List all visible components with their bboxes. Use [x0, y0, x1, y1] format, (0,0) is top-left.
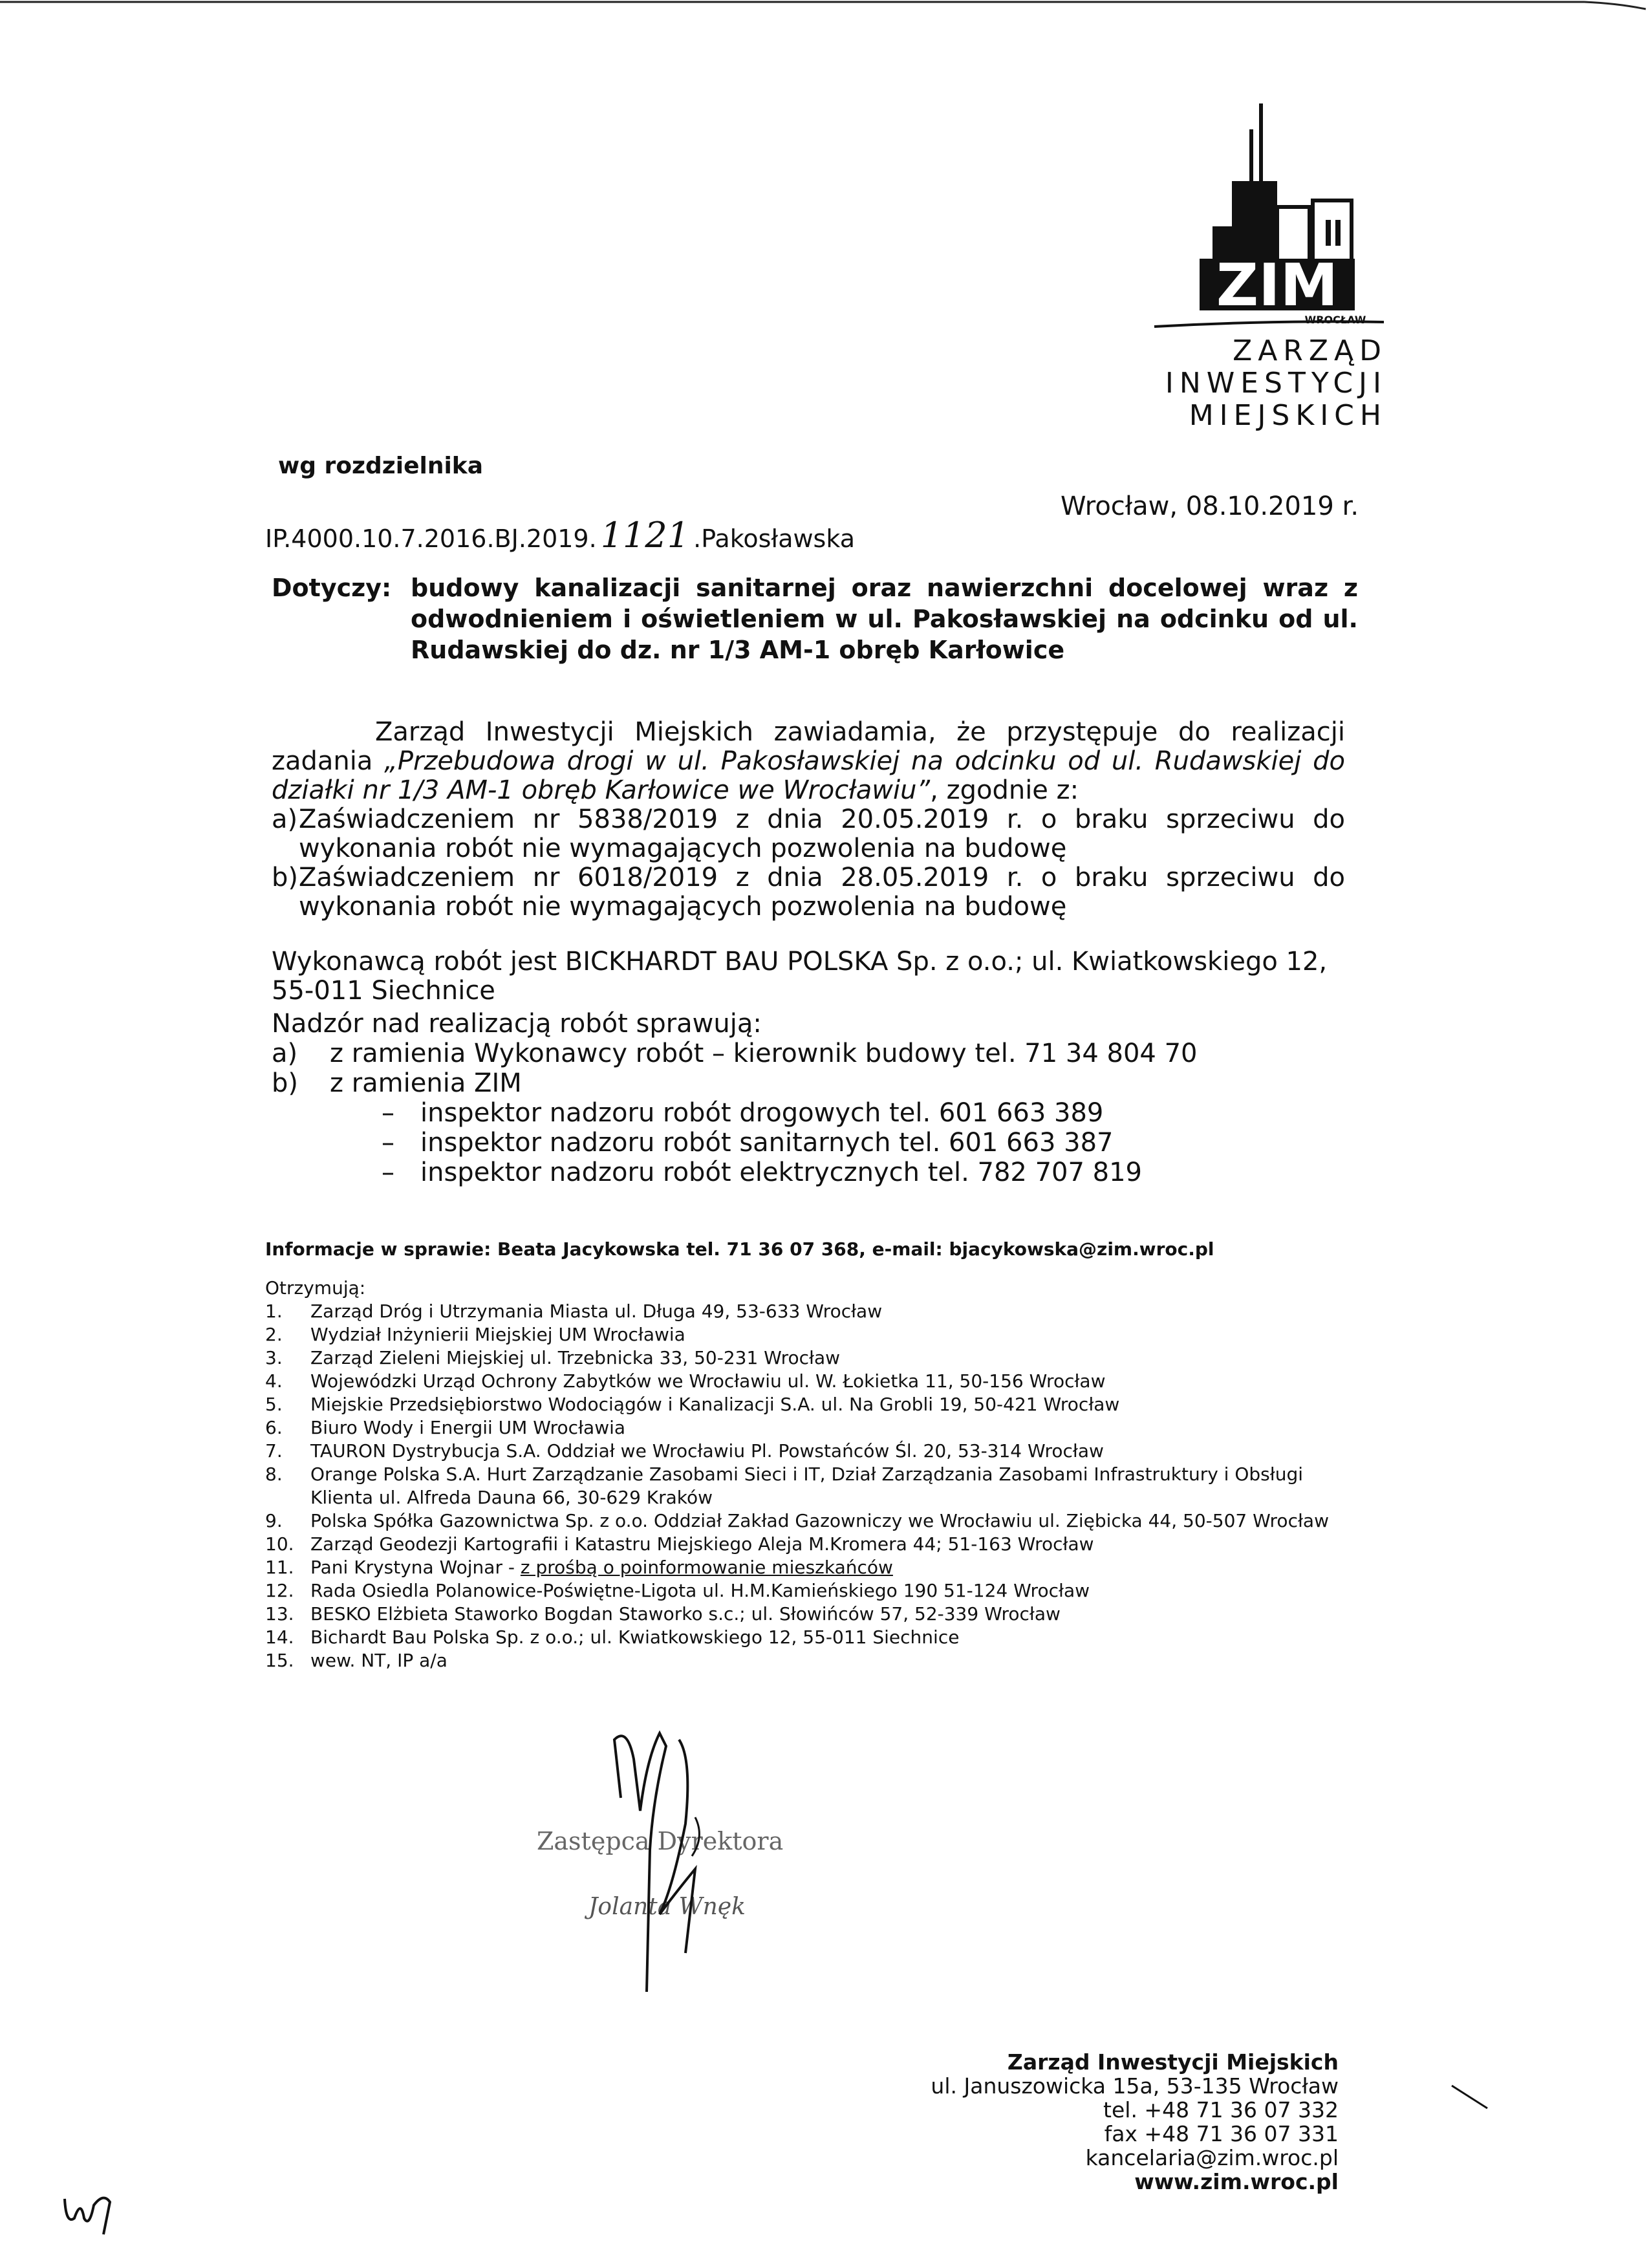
reference-prefix: IP.4000.10.7.2016.BJ.2019. — [265, 524, 597, 553]
reference-handwritten-number: 1121 — [600, 515, 690, 556]
inspector-item: – inspektor nadzoru robót drogowych tel. 601 663 389 — [382, 1098, 1104, 1128]
list-item: 2. Wydział Inżynierii Miejskiej UM Wrocławia — [265, 1324, 685, 1345]
intro-tail: , zgodnie z: — [930, 775, 1079, 805]
list-item-letter: b) — [272, 1068, 298, 1098]
svg-text:ZIM: ZIM — [1216, 252, 1339, 319]
list-item: 12. Rada Osiedla Polanowice-Poświętne-Ligota ul. H.M.Kamieńskiego 190 51-124 Wrocław — [265, 1580, 1090, 1601]
intro-lead: Zarząd Inwestycji Miejskich zawiadamia, że przystępuje do realizacji zadania — [272, 717, 1345, 776]
list-item: 9. Polska Spółka Gazownictwa Sp. z o.o. Oddział Zakład Gazowniczy we Wrocławiu ul. Ziębicka 44, 50-507 Wrocław — [265, 1510, 1329, 1531]
supervision-b-text: z ramienia ZIM — [330, 1068, 522, 1098]
supervision-item-a — [272, 1039, 1345, 1068]
reference-suffix: .Pakosławska — [693, 524, 855, 553]
subject — [272, 572, 1358, 664]
subject-text: budowy kanalizacji sanitarnej oraz nawierzchni docelowej wraz z odwodnieniem i oświetleniem w ul. Pakosławskiej na odcinku od ul. Rudawskiej do dz. nr 1/3 AM-1 obręb Karłowice — [411, 574, 1358, 664]
recipient-note: z prośbą o poinformowanie mieszkańców — [520, 1557, 893, 1578]
intro-paragraph — [272, 718, 1345, 805]
recipients-list — [265, 1300, 1358, 1672]
permit-list — [272, 805, 1345, 922]
list-item — [272, 805, 1345, 863]
inspector-text: inspektor nadzoru robót elektrycznych tel. 782 707 819 — [420, 1158, 1142, 1187]
footer-fax: fax +48 71 36 07 331 — [1104, 2121, 1339, 2146]
list-item-letter: b) — [272, 863, 298, 892]
contact-info: Informacje w sprawie: Beata Jacykowska tel. 71 36 07 368, e-mail: bjacykowska@zim.wroc.pl — [265, 1238, 1214, 1260]
stamp-title: Zastępca Dyrektora — [537, 1827, 784, 1855]
list-item: 4. Wojewódzki Urząd Ochrony Zabytków we Wrocławiu ul. W. Łokietka 11, 50-156 Wrocław — [265, 1370, 1106, 1392]
footer-tel: tel. +48 71 36 07 332 — [1103, 2097, 1339, 2122]
list-item: 6. Biuro Wody i Energii UM Wrocławia — [265, 1417, 626, 1438]
list-item: 8. Orange Polska S.A. Hurt Zarządzanie Zasobami Sieci i IT, Dział Zarządzania Zasobami Infrastruktury i Obsługi Klienta ul. Alfreda Dauna 66, 30-629 Kraków — [265, 1463, 1304, 1508]
logo-name-line2: INWESTYCJI — [1165, 367, 1387, 400]
list-item: 11. Pani Krystyna Wojnar - z prośbą o poinformowanie mieszkańców — [265, 1557, 893, 1578]
contractor-text: Wykonawcą robót jest BICKHARDT BAU POLSKA Sp. z o.o.; ul. Kwiatkowskiego 12, 55-011 Siechnice — [272, 947, 1328, 1006]
scan-top-border — [0, 0, 1649, 10]
list-item-text: Zaświadczeniem nr 5838/2019 z dnia 20.05.2019 r. o braku sprzeciwu do wykonania robót nie wymagających pozwolenia na budowę — [299, 805, 1345, 863]
supervision-a-text: z ramienia Wykonawcy robót – kierownik budowy tel. 71 34 804 70 — [330, 1039, 1198, 1068]
intro-section — [272, 718, 1345, 922]
subject-label: Dotyczy: — [272, 574, 392, 602]
signature-stamp — [530, 1720, 867, 2044]
logo-name-line1: ZARZĄD — [1233, 334, 1387, 367]
list-item: 15. wew. NT, IP a/a — [265, 1650, 447, 1671]
reference-number — [265, 515, 855, 556]
footer-address: ul. Januszowicka 15a, 53-135 Wrocław — [931, 2073, 1339, 2099]
list-item: 14. Bichardt Bau Polska Sp. z o.o.; ul. Kwiatkowskiego 12, 55-011 Siechnice — [265, 1626, 960, 1648]
inspector-item: – inspektor nadzoru robót sanitarnych tel. 601 663 387 — [382, 1128, 1114, 1158]
list-item — [272, 863, 1345, 922]
letter-date: Wrocław, 08.10.2019 r. — [1061, 491, 1359, 521]
list-item: 7. TAURON Dystrybucja S.A. Oddział we Wrocławiu Pl. Powstańców Śl. 20, 53-314 Wrocław — [265, 1440, 1104, 1462]
inspector-text: inspektor nadzoru robót drogowych tel. 601 663 389 — [420, 1098, 1104, 1128]
intro-task: „Przebudowa drogi w ul. Pakosławskiej na odcinku od ul. Rudawskiej do działki nr 1/3 AM-1 obręb Karłowice we Wrocławiu” — [272, 746, 1346, 805]
addressee: wg rozdzielnika — [278, 453, 484, 479]
stamp-name: Jolanta Wnęk — [588, 1894, 746, 1920]
footer-web: www.zim.wroc.pl — [1134, 2169, 1339, 2194]
inspector-text: inspektor nadzoru robót sanitarnych tel. 601 663 387 — [420, 1128, 1114, 1158]
zim-emblem-icon — [1141, 97, 1387, 343]
logo-name-line3: MIEJSKICH — [1189, 399, 1387, 432]
inspector-item: – inspektor nadzoru robót elektrycznych tel. 782 707 819 — [382, 1158, 1142, 1187]
zim-logo — [1141, 97, 1387, 433]
list-item: 3. Zarząd Zieleni Miejskiej ul. Trzebnicka 33, 50-231 Wrocław — [265, 1347, 841, 1368]
footer-org: Zarząd Inwestycji Miejskich — [1007, 2049, 1339, 2075]
corner-mark — [1449, 2082, 1500, 2115]
footer-email: kancelaria@zim.wroc.pl — [1085, 2145, 1339, 2170]
list-item-letter: a) — [272, 1039, 298, 1068]
contractor-info — [272, 947, 1345, 1006]
signature-stroke-1 — [614, 1733, 666, 1992]
recipients-heading: Otrzymują: — [265, 1277, 366, 1299]
handwritten-initial — [58, 2179, 142, 2238]
supervision-heading: Nadzór nad realizacją robót sprawują: — [272, 1009, 762, 1039]
svg-text:WROCŁAW: WROCŁAW — [1304, 314, 1366, 326]
list-item: 10. Zarząd Geodezji Kartografii i Katastru Miejskiego Aleja M.Kromera 44; 51-163 Wrocław — [265, 1533, 1094, 1555]
list-item: 5. Miejskie Przedsiębiorstwo Wodociągów i Kanalizacji S.A. ul. Na Grobli 19, 50-421 Wrocław — [265, 1394, 1120, 1415]
list-item: 1. Zarząd Dróg i Utrzymania Miasta ul. Długa 49, 53-633 Wrocław — [265, 1301, 883, 1322]
list-item-text: Zaświadczeniem nr 6018/2019 z dnia 28.05.2019 r. o braku sprzeciwu do wykonania robót nie wymagających pozwolenia na budowę — [299, 863, 1345, 922]
list-item: 13. BESKO Elżbieta Staworko Bogdan Staworko s.c.; ul. Słowińców 57, 52-339 Wrocław — [265, 1603, 1061, 1625]
supervision-item-b — [272, 1068, 1345, 1098]
supervision-section — [272, 1009, 1345, 1187]
list-item-letter: a) — [272, 805, 298, 834]
footer-contact — [931, 2050, 1339, 2194]
